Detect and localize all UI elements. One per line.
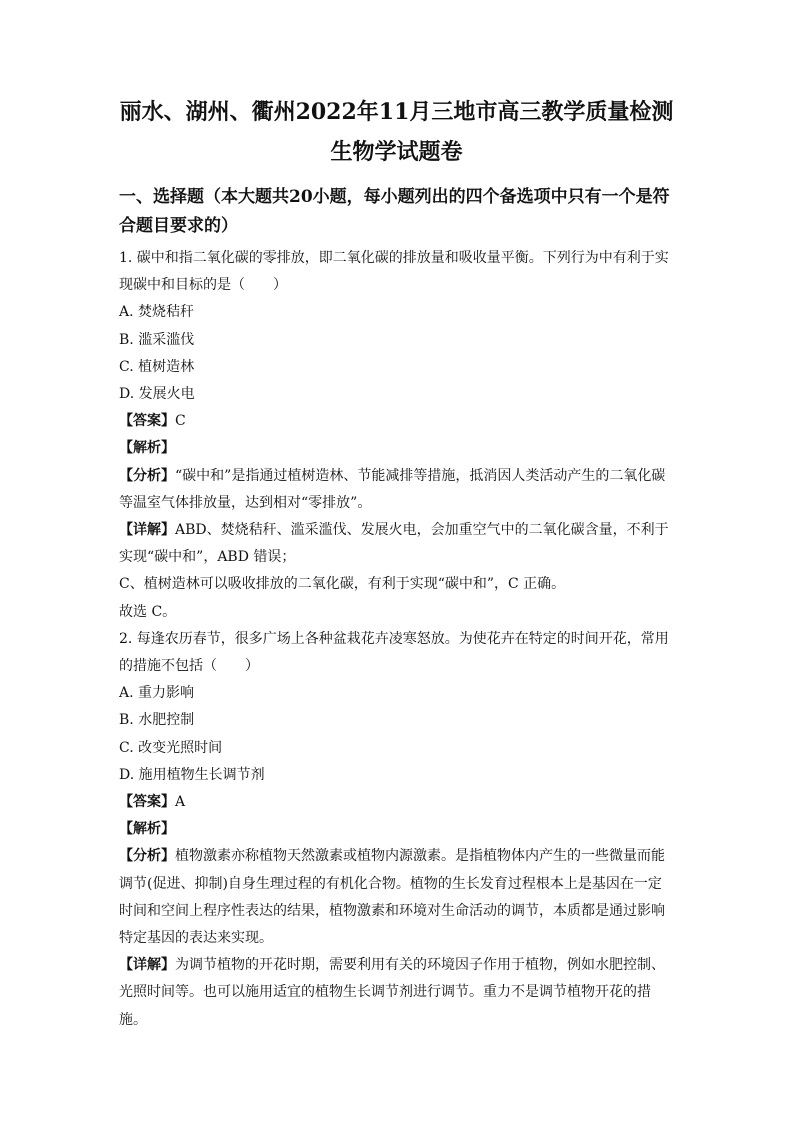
- q1-xiangjie-text: ABD、焚烧秸秆、滥采滥伐、发展火电，会加重空气中的二氧化碳含量，不利于实现“碳中和”，ABD 错误；: [119, 522, 669, 566]
- q2-option-a: A. 重力影响: [119, 685, 195, 702]
- section-heading: 一、选择题（本大题共20小题，每小题列出的四个备选项中只有一个是符合题目要求的）: [119, 187, 670, 236]
- q1-xiangjie: [119, 517, 674, 571]
- q1-fenxi-text: “碳中和”是指通过植树造林、节能减排等措施，抵消因人类活动产生的二氧化碳等温室气体排放量，达到相对“零排放”。: [119, 467, 666, 511]
- fenxi-tag: 【分析】: [119, 467, 175, 484]
- answer-tag: 【答案】: [119, 794, 175, 811]
- exam-page: [119, 92, 674, 1034]
- q1-fenxi: [119, 463, 674, 517]
- question-2: [119, 626, 674, 1034]
- q1-option-c: C. 植树造林: [119, 358, 195, 375]
- q1-option-b: B. 滥采滥伐: [119, 331, 195, 348]
- q2-analysis-tag: 【解析】: [119, 821, 175, 838]
- fenxi-tag: 【分析】: [119, 848, 175, 865]
- page-title-line2: 生物学试题卷: [330, 139, 463, 165]
- answer-tag: 【答案】: [119, 413, 175, 430]
- q2-stem-line2: 的措施不包括（ ）: [119, 658, 259, 675]
- q2-answer: A: [175, 794, 186, 811]
- q1-extra-line: C、植树造林可以吸收排放的二氧化碳，有利于实现“碳中和”，C 正确。: [119, 576, 566, 593]
- q1-option-a: A. 焚烧秸秆: [119, 304, 195, 321]
- q2-xiangjie-text: 为调节植物的开花时期，需要利用有关的环境因子作用于植物，例如水肥控制、光照时间等。也可以施用适宜的植物生长调节剂进行调节。重力不是调节植物开花的措施。: [119, 957, 665, 1028]
- page-title-line1: 丽水、湖州、衢州2022年11月三地市高三教学质量检测: [119, 99, 674, 125]
- q1-conclusion: 故选 C。: [119, 603, 177, 620]
- q1-stem-line1: 1. 碳中和指二氧化碳的零排放，即二氧化碳的排放量和吸收量平衡。下列行为中有利于实: [119, 250, 669, 266]
- question-1: [119, 245, 674, 626]
- q2-option-c: C. 改变光照时间: [119, 739, 223, 756]
- q1-analysis-tag: 【解析】: [119, 440, 175, 457]
- q1-stem-line2: 现碳中和目标的是（ ）: [119, 277, 287, 294]
- q1-answer: C: [175, 413, 186, 430]
- q1-answer-line: [119, 408, 674, 435]
- q2-xiangjie: [119, 952, 674, 1034]
- q2-option-b: B. 水肥控制: [119, 712, 195, 729]
- q2-fenxi-text: 植物激素亦称植物天然激素或植物内源激素。是指植物体内产生的一些微量而能调节(促进、抑制)自身生理过程的有机化合物。植物的生长发育过程根本上是基因在一定时间和空间上程序性表达的结果，植物激素和环境对生命活动的调节，本质都是通过影响特定基因的表达来实现。: [119, 848, 665, 947]
- q2-option-d: D. 施用植物生长调节剂: [119, 766, 265, 783]
- q1-option-d: D. 发展火电: [119, 386, 195, 403]
- xiangjie-tag: 【详解】: [119, 957, 175, 974]
- xiangjie-tag: 【详解】: [119, 522, 175, 539]
- q2-answer-line: [119, 789, 674, 816]
- q2-fenxi: [119, 843, 674, 952]
- q2-stem-line1: 2. 每逢农历春节，很多广场上各种盆栽花卉凌寒怒放。为使花卉在特定的时间开花，常用: [119, 630, 669, 647]
